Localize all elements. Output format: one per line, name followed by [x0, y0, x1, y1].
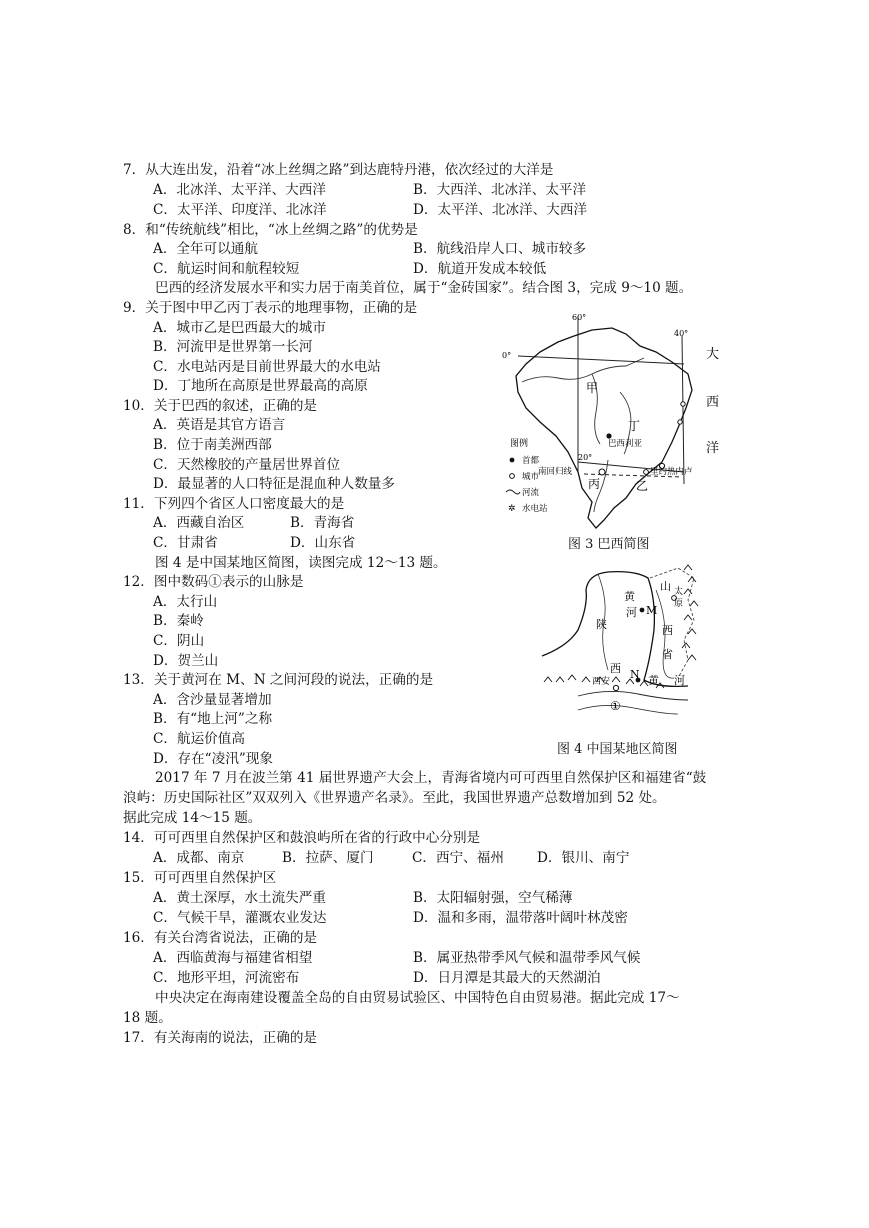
q16-option-b: B．属亚热带季风气候和温带季风气候 [413, 950, 641, 966]
q13-stem: 13．关于黄河在 M、N 之间河段的说法，正确的是 [123, 672, 434, 688]
city-coast2-symbol [681, 402, 685, 406]
q10-option-d: D．最显著的人口特征是混血种人数量多 [153, 476, 395, 492]
china-map-svg [538, 560, 714, 738]
q14-option-d: D．银川、南宁 [537, 850, 630, 866]
label-bing: 丙 [588, 477, 601, 491]
legend-city-symbol [510, 474, 515, 479]
legend-hydro-icon: ✲ [508, 504, 516, 514]
q14-option-a: A．成都、南京 [153, 850, 245, 866]
q16-option-d: D．日月潭是其最大的天然湖泊 [413, 970, 601, 986]
intro-china-region: 图 4 是中国某地区简图，读图完成 12～13 题。 [155, 555, 447, 571]
q14-stem: 14．可可西里自然保护区和鼓浪屿所在省的行政中心分别是 [123, 830, 481, 846]
label-xian: 西安 [592, 677, 611, 687]
intro-hainan-line1: 中央决定在海南建设覆盖全岛的自由贸易试验区、中国特色自由贸易港。据此完成 17～ [155, 990, 680, 1006]
point-m [640, 608, 645, 613]
figure-china-region-map [538, 560, 714, 738]
q13-option-a: A．含沙量显著增加 [153, 692, 272, 708]
q7-option-a: A．北冰洋、太平洋、大西洋 [153, 182, 326, 198]
q8-stem: 8．和“传统航线”相比，“冰上丝绸之路”的优势是 [123, 222, 418, 238]
label-huang: 黄 [624, 590, 635, 603]
hydro-station-symbol [599, 469, 605, 475]
legend-river-symbol [506, 490, 520, 494]
q7-option-d: D．太平洋、北冰洋、大西洋 [413, 202, 588, 218]
q11-option-d: D．山东省 [290, 535, 356, 551]
intro-heritage-line1: 2017 年 7 月在波兰第 41 届世界遗产大会上，青海省境内可可西里自然保护区和福建省“鼓 [155, 770, 707, 786]
label-ding: 丁 [628, 419, 641, 433]
label-yi: 乙 [636, 479, 649, 493]
q10-option-c: C．天然橡胶的产量居世界首位 [153, 457, 341, 473]
label-he: 河 [626, 606, 637, 619]
city-coast-symbol [678, 420, 682, 424]
brazil-map-svg [496, 312, 732, 538]
label-capital: 巴西利亚 [608, 439, 643, 449]
intro-brazil: 巴西的经济发展水平和实力居于南美首位，属于“金砖国家”。结合图 3，完成 9～10 题。 [155, 280, 693, 296]
q10-option-a: A．英语是其官方语言 [153, 417, 286, 433]
label-jia: 甲 [586, 381, 599, 395]
q8-option-c: C．航运时间和航程较短 [153, 261, 300, 277]
q16-option-c: C．地形平坦，河流密布 [153, 970, 300, 986]
label-rio: 里约热内卢 [650, 467, 693, 477]
lon-40-label: 40° [674, 329, 689, 338]
intro-heritage-line2: 浪屿：历史国际社区”双双列入《世界遗产名录》。至此，我国世界遗产总数增加到 52 处。 [123, 790, 666, 806]
q8-option-d: D．航道开发成本较低 [413, 261, 547, 277]
figure4-caption: 图 4 中国某地区简图 [557, 742, 678, 757]
q12-option-c: C．阴山 [153, 633, 205, 649]
q13-option-d: D．存在“凌汛”现象 [153, 751, 273, 767]
province-boundary [650, 568, 694, 678]
q10-option-b: B．位于南美洲西部 [153, 437, 272, 453]
label-num1: ① [610, 699, 621, 713]
label-tropic: 南回归线 [538, 467, 573, 477]
q15-option-b: B．太阳辐射强，空气稀薄 [413, 890, 573, 906]
ocean-label-3: 洋 [706, 441, 720, 456]
q8-option-a: A．全年可以通航 [153, 241, 258, 257]
label-tai: 太 [674, 587, 684, 597]
equator-line [518, 356, 684, 364]
q14-option-c: C．西宁、福州 [412, 850, 504, 866]
label-yuan: 原 [674, 599, 684, 609]
q8-option-b: B．航线沿岸人口、城市较多 [413, 241, 587, 257]
figure-brazil-map [496, 312, 732, 538]
capital-symbol [606, 433, 611, 438]
q15-option-a: A．黄土深厚，水土流失严重 [153, 890, 326, 906]
meridian-40-line [682, 336, 684, 484]
label-he2: 河 [674, 674, 685, 687]
taihang-mountains [682, 565, 698, 660]
label-xi: 西 [662, 624, 673, 637]
q16-stem: 16．有关台湾省说法，正确的是 [123, 930, 318, 946]
q12-option-d: D．贺兰山 [153, 653, 219, 669]
q11-option-a: A．西藏自治区 [153, 515, 245, 531]
lat-20-label: 20° [578, 453, 593, 462]
lon-60-label: 60° [572, 313, 587, 322]
q15-stem: 15．可可西里自然保护区 [123, 870, 277, 886]
q14-option-b: B．拉萨、厦门 [282, 850, 374, 866]
q12-option-b: B．秦岭 [153, 613, 204, 629]
q13-option-b: B．有“地上河”之称 [153, 711, 273, 727]
river-wei [578, 691, 688, 700]
intro-heritage-line3: 据此完成 14～15 题。 [123, 810, 262, 826]
q13-option-c: C．航运价值高 [153, 731, 245, 747]
q15-option-c: C．气候干旱，灌溉农业发达 [153, 910, 327, 926]
q11-option-b: B．青海省 [290, 515, 355, 531]
legend-title: 图例 [510, 439, 529, 449]
intro-hainan-line2: 18 题。 [123, 1010, 172, 1026]
lat-0-label: 0° [502, 351, 512, 360]
point-xian [613, 685, 618, 690]
label-n: N [630, 668, 640, 681]
q7-option-b: B．大西洋、北冰洋、太平洋 [413, 182, 587, 198]
ocean-label-1: 大 [706, 347, 720, 362]
legend-river: 河流 [522, 488, 540, 498]
label-shan: 山 [660, 580, 671, 593]
brazil-outline [516, 328, 692, 528]
q10-stem: 10．关于巴西的叙述，正确的是 [123, 398, 318, 414]
q12-option-a: A．太行山 [153, 594, 218, 610]
label-huang2: 黄 [648, 674, 659, 687]
q11-option-c: C．甘肃省 [153, 535, 218, 551]
label-shaan-xi: 西 [610, 662, 621, 675]
q9-option-d: D．丁地所在高原是世界最高的高原 [153, 378, 368, 394]
q15-option-d: D．温和多雨，温带落叶阔叶林茂密 [413, 910, 628, 926]
q7-stem: 7．从大连出发，沿着“冰上丝绸之路”到达鹿特丹港，依次经过的大洋是 [123, 162, 554, 178]
label-m: M [646, 604, 658, 617]
q16-option-a: A．西临黄海与福建省相望 [153, 950, 313, 966]
q7-option-c: C．太平洋、印度洋、北冰洋 [153, 202, 327, 218]
figure3-caption: 图 3 巴西简图 [568, 537, 650, 552]
q12-stem: 12．图中数码①表示的山脉是 [123, 574, 304, 590]
label-sheng: 省 [662, 648, 673, 661]
q11-stem: 11．下列四个省区人口密度最大的是 [123, 496, 345, 512]
q9-option-b: B．河流甲是世界第一长河 [153, 339, 313, 355]
legend-hydro: 水电站 [522, 504, 548, 514]
legend-city: 城市 [522, 472, 540, 482]
q17-stem: 17．有关海南的说法，正确的是 [123, 1030, 318, 1046]
city-yi-symbol [644, 470, 649, 475]
q9-option-c: C．水电站丙是目前世界最大的水电站 [153, 359, 381, 375]
ocean-label-2: 西 [706, 395, 720, 410]
q9-option-a: A．城市乙是巴西最大的城市 [153, 320, 326, 336]
label-shaan: 陕 [596, 618, 607, 631]
legend-capital-symbol [510, 458, 515, 463]
q9-stem: 9．关于图中甲乙丙丁表示的地理事物，正确的是 [123, 300, 418, 316]
mountain-ridge-1 [578, 705, 678, 714]
legend-capital: 首都 [522, 456, 540, 466]
